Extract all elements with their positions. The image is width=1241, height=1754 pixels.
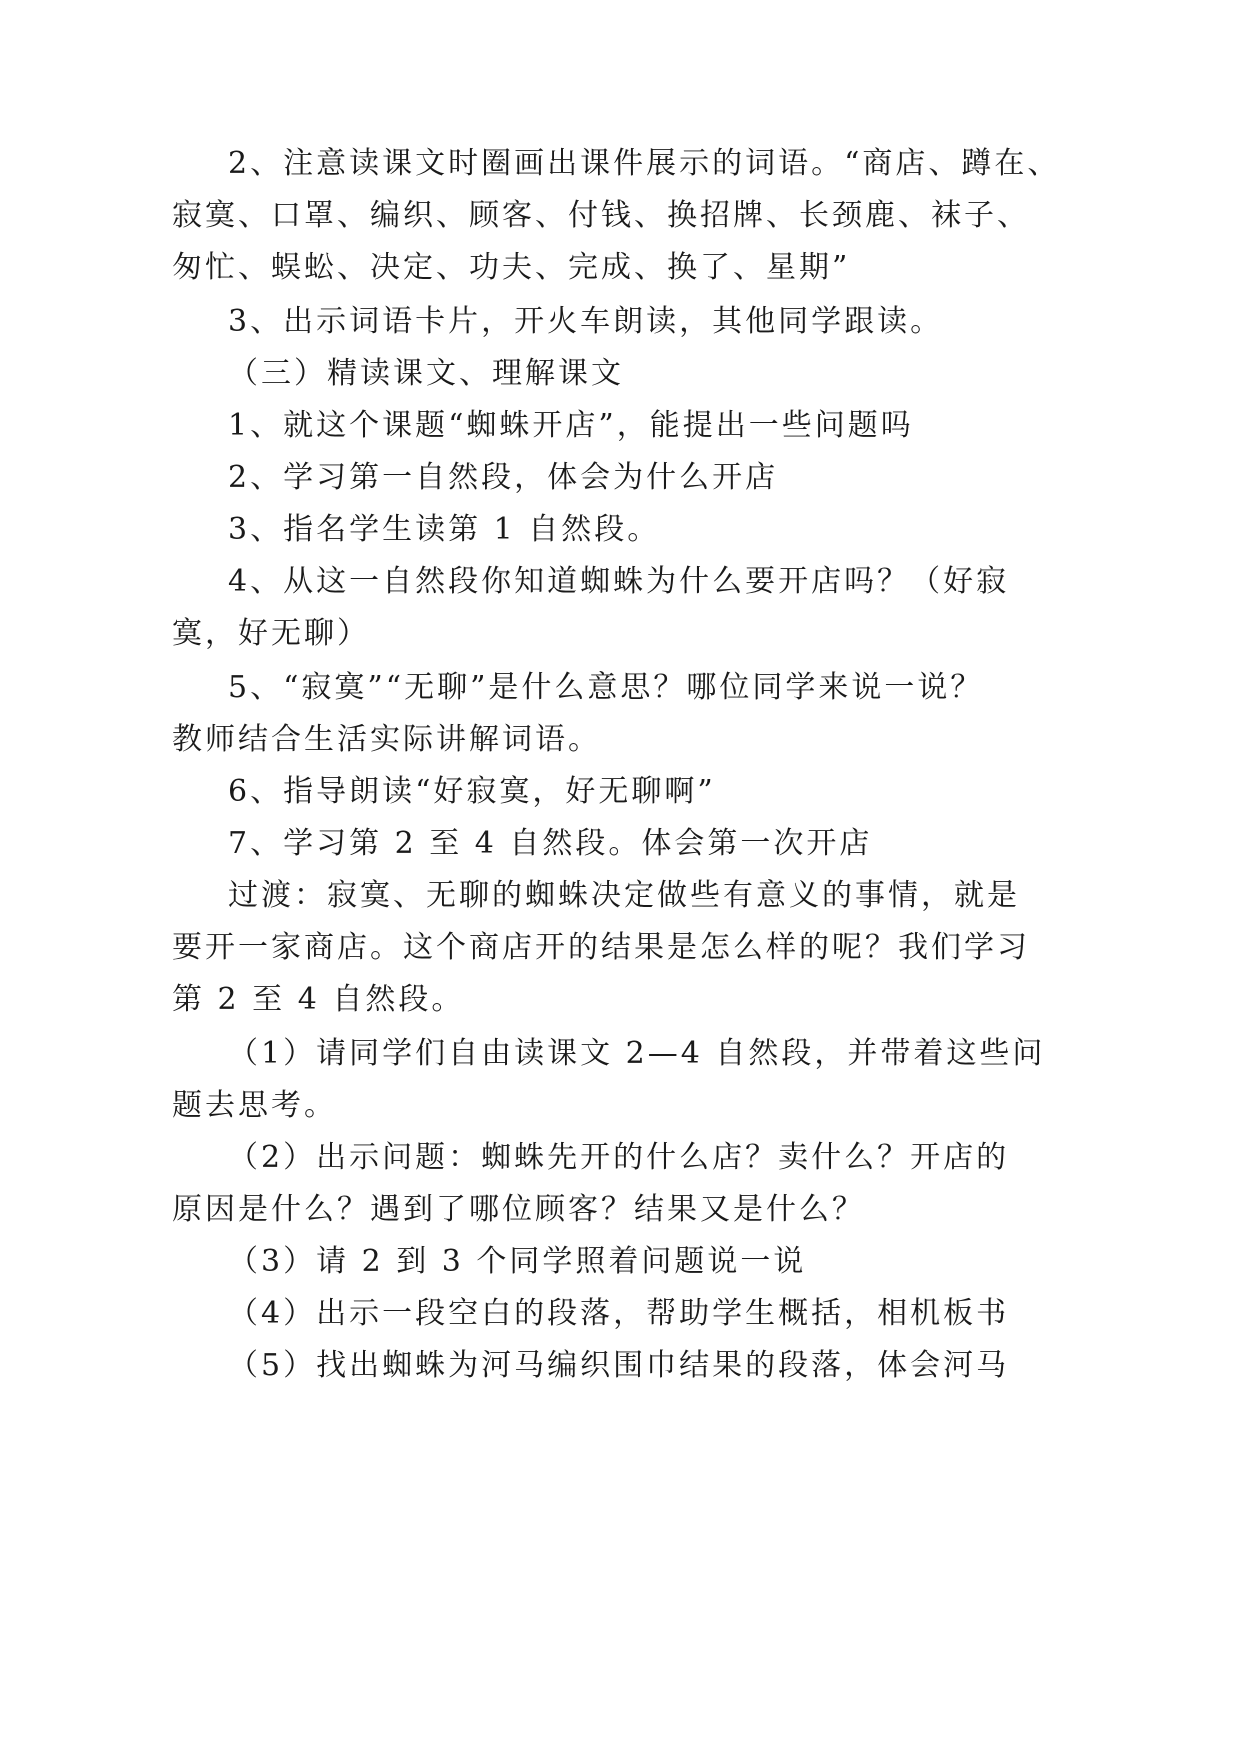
text-line: 第 2 至 4 自然段。 (172, 982, 465, 1017)
text-line: 7、学习第 2 至 4 自然段。体会第一次开店 (228, 826, 873, 861)
text-line: 原因是什么？遇到了哪位顾客？结果又是什么？ (172, 1192, 865, 1227)
text-line: 匆忙、蜈蚣、决定、功夫、完成、换了、星期” (172, 250, 851, 285)
text-line: （2）出示问题：蜘蛛先开的什么店？卖什么？开店的 (228, 1140, 1010, 1175)
text-line: （5）找出蜘蛛为河马编织围巾结果的段落，体会河马 (228, 1348, 1010, 1383)
text-line: 1、就这个课题“蜘蛛开店”，能提出一些问题吗 (228, 408, 914, 443)
text-line: 2、学习第一自然段，体会为什么开店 (228, 460, 779, 495)
text-line: （3）请 2 到 3 个同学照着问题说一说 (228, 1244, 807, 1279)
text-line: 教师结合生活实际讲解词语。 (172, 722, 601, 757)
text-line: 3、指名学生读第 1 自然段。 (228, 512, 661, 547)
text-line: 寂寞、口罩、编织、顾客、付钱、换招牌、长颈鹿、袜子、 (172, 198, 1030, 233)
text-line: 5、“寂寞”“无聊”是什么意思？哪位同学来说一说？ (228, 670, 984, 705)
text-line: 6、指导朗读“好寂寞，好无聊啊” (228, 774, 716, 809)
text-line: （1）请同学们自由读课文 2—4 自然段，并带着这些问 (228, 1036, 1046, 1071)
text-line: 2、注意读课文时圈画出课件展示的词语。“商店、蹲在、 (228, 146, 1061, 181)
text-line: 寞，好无聊） (172, 616, 370, 651)
text-line: 过渡：寂寞、无聊的蜘蛛决定做些有意义的事情，就是 (228, 878, 1020, 913)
text-line: （4）出示一段空白的段落，帮助学生概括，相机板书 (228, 1296, 1010, 1331)
text-line: 4、从这一自然段你知道蜘蛛为什么要开店吗？（好寂 (228, 564, 1010, 599)
section-heading: （三）精读课文、理解课文 (228, 356, 624, 391)
text-line: 要开一家商店。这个商店开的结果是怎么样的呢？我们学习 (172, 930, 1030, 965)
text-line: 3、出示词语卡片，开火车朗读，其他同学跟读。 (228, 304, 944, 339)
text-line: 题去思考。 (172, 1088, 337, 1123)
